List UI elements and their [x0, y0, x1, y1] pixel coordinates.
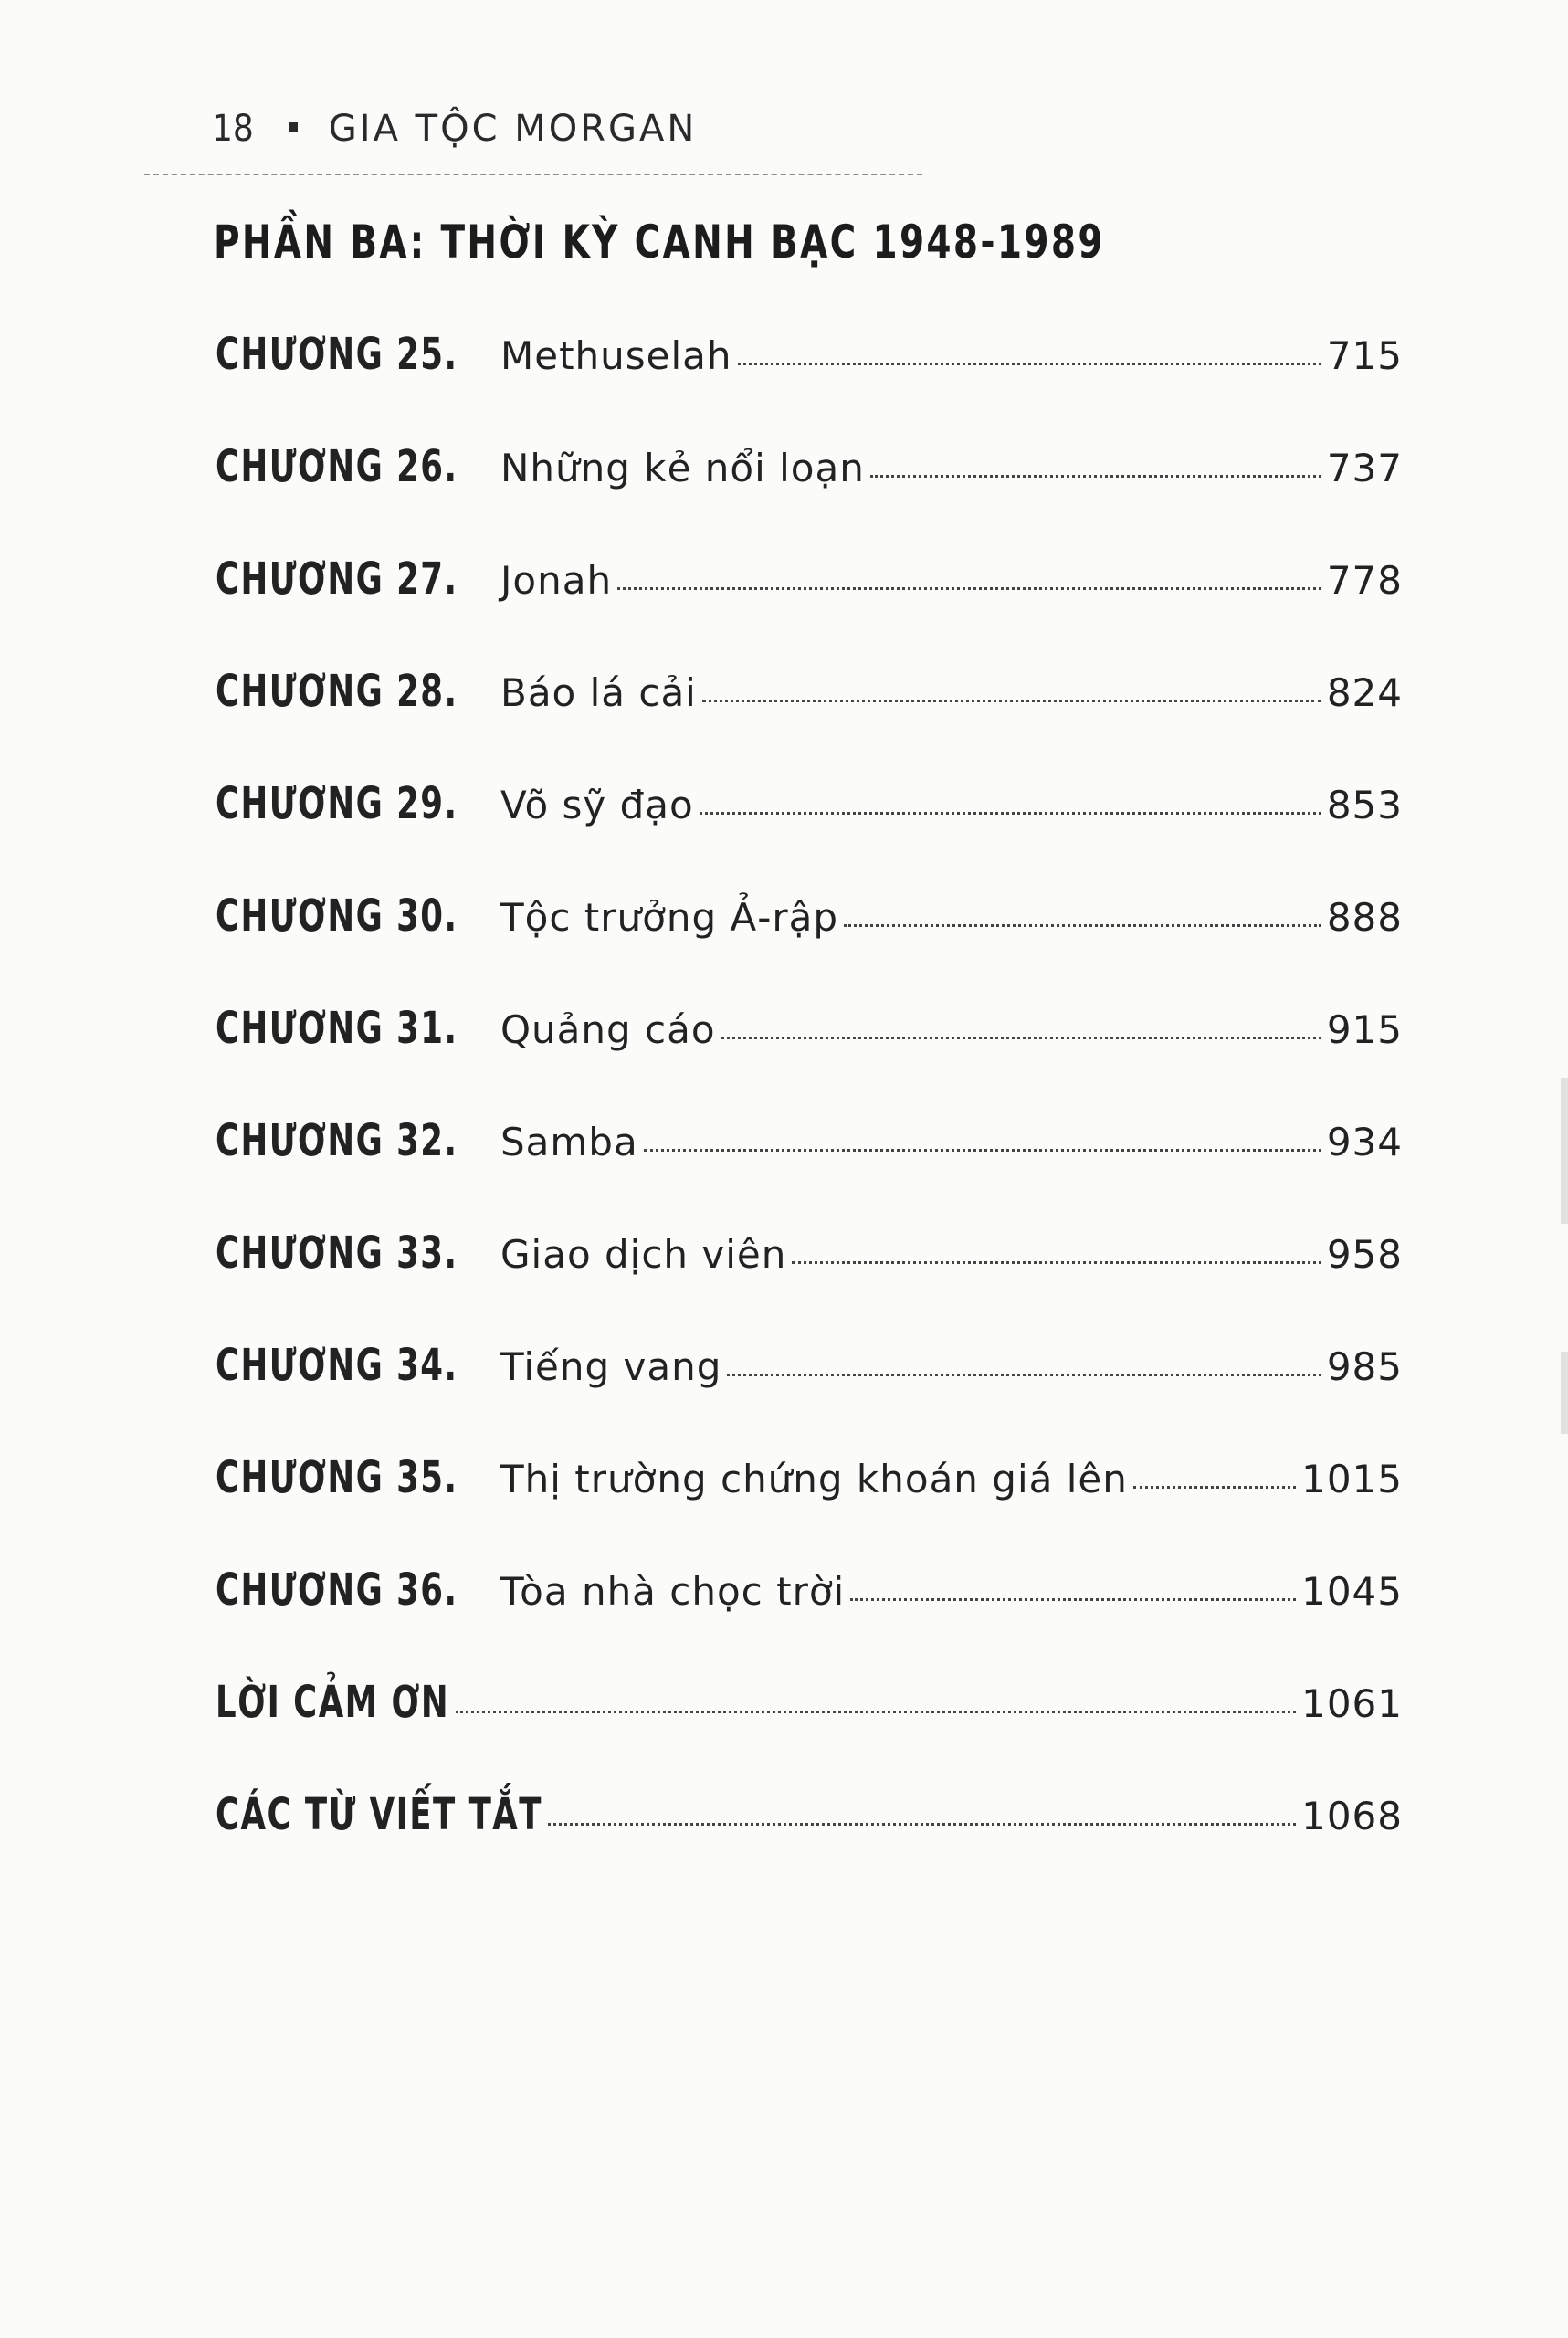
toc-entry-abbreviations	[216, 1789, 1403, 1901]
dot-leader	[1133, 1486, 1296, 1489]
toc-entry-36	[216, 1564, 1403, 1677]
chapter-page-number: 1015	[1301, 1457, 1403, 1501]
page-number: 18	[212, 108, 254, 150]
chapter-title: Báo lá cải	[500, 670, 697, 715]
dot-leader	[792, 1261, 1321, 1264]
dot-leader	[644, 1149, 1321, 1152]
toc-entry-29	[216, 778, 1403, 890]
toc-entry-27	[216, 553, 1403, 666]
chapter-title: Quảng cáo	[500, 1007, 716, 1052]
chapter-label: CHƯƠNG 28.	[216, 666, 458, 717]
toc-entry-acknowledgements	[216, 1677, 1403, 1789]
chapter-title: Giao dịch viên	[500, 1232, 787, 1277]
chapter-title: Những kẻ nổi loạn	[500, 446, 865, 490]
chapter-label: CHƯƠNG 34.	[216, 1340, 458, 1391]
chapter-title: Tộc trưởng Ả-rập	[500, 895, 839, 940]
dot-leader	[617, 587, 1321, 590]
book-title: GIA TỘC MORGAN	[328, 108, 698, 150]
toc-entry-26	[216, 441, 1403, 553]
chapter-page-number: 715	[1326, 333, 1403, 378]
dot-leader	[850, 1598, 1296, 1601]
chapter-page-number: 934	[1326, 1120, 1403, 1164]
chapter-page-number: 778	[1326, 558, 1403, 603]
chapter-label: CHƯƠNG 27.	[216, 553, 458, 605]
toc-entry-30	[216, 890, 1403, 1003]
section-label: CÁC TỪ VIẾT TẮT	[216, 1789, 542, 1840]
chapter-page-number: 853	[1326, 783, 1403, 827]
section-page-number: 1061	[1301, 1681, 1403, 1726]
chapter-label: CHƯƠNG 36.	[216, 1564, 458, 1616]
dot-leader	[727, 1374, 1321, 1376]
toc-entry-35	[216, 1452, 1403, 1564]
table-of-contents	[216, 329, 1403, 1901]
chapter-page-number: 824	[1326, 670, 1403, 715]
dot-leader	[844, 924, 1321, 927]
dot-leader	[548, 1823, 1296, 1826]
chapter-title: Samba	[500, 1120, 638, 1164]
page-edge-shadow	[1561, 1078, 1568, 1224]
section-label: LỜI CẢM ƠN	[216, 1677, 450, 1728]
page-edge-shadow	[1561, 1352, 1568, 1434]
chapter-title: Tòa nhà chọc trời	[500, 1569, 846, 1614]
section-page-number: 1068	[1301, 1794, 1403, 1838]
dot-leader	[721, 1037, 1321, 1039]
toc-entry-31	[216, 1003, 1403, 1115]
toc-entry-28	[216, 666, 1403, 778]
chapter-page-number: 1045	[1301, 1569, 1403, 1614]
bullet-separator-icon	[289, 122, 298, 132]
running-header	[212, 108, 697, 150]
part-title: PHẦN BA: THỜI KỲ CANH BẠC 1948-1989	[214, 216, 1105, 269]
chapter-page-number: 915	[1326, 1007, 1403, 1052]
chapter-label: CHƯƠNG 32.	[216, 1115, 458, 1166]
dot-leader	[870, 475, 1321, 478]
dot-leader	[700, 812, 1321, 815]
chapter-page-number: 737	[1326, 446, 1403, 490]
chapter-page-number: 985	[1326, 1344, 1403, 1389]
dot-leader	[456, 1711, 1296, 1713]
chapter-page-number: 958	[1326, 1232, 1403, 1277]
chapter-title: Thị trường chứng khoán giá lên	[500, 1457, 1128, 1501]
dot-leader	[738, 363, 1321, 365]
chapter-title: Võ sỹ đạo	[500, 783, 694, 827]
chapter-label: CHƯƠNG 35.	[216, 1452, 458, 1503]
toc-entry-34	[216, 1340, 1403, 1452]
chapter-label: CHƯƠNG 31.	[216, 1003, 458, 1054]
dot-leader	[702, 700, 1321, 702]
chapter-label: CHƯƠNG 26.	[216, 441, 458, 492]
header-divider	[144, 174, 922, 175]
chapter-title: Methuselah	[500, 333, 732, 378]
chapter-title: Tiếng vang	[500, 1344, 722, 1389]
toc-entry-25	[216, 329, 1403, 441]
toc-entry-33	[216, 1227, 1403, 1340]
toc-entry-32	[216, 1115, 1403, 1227]
chapter-label: CHƯƠNG 29.	[216, 778, 458, 829]
chapter-label: CHƯƠNG 30.	[216, 890, 458, 942]
chapter-title: Jonah	[500, 558, 613, 603]
chapter-label: CHƯƠNG 25.	[216, 329, 458, 380]
chapter-label: CHƯƠNG 33.	[216, 1227, 458, 1279]
chapter-page-number: 888	[1326, 895, 1403, 940]
